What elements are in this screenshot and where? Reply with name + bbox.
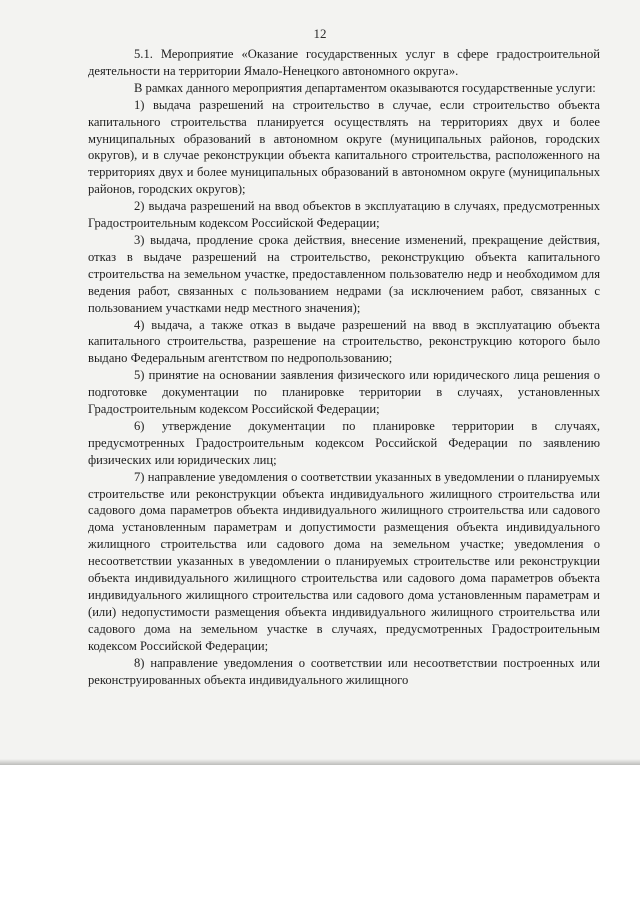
list-item-6: 6) утверждение документации по планировке территории в случаях, предусмотренных Градостроительным кодексом Российской Федерации по заявлению физических или юридических лиц; [88,418,600,467]
page-number: 12 [313,26,327,41]
list-item-5: 5) принятие на основании заявления физического или юридического лица решения о подготовке документации по планировке территории в случаях, установленных Градостроительным кодексом Российской Федерации; [88,368,600,417]
list-item-4: 4) выдача, а также отказ в выдаче разрешений на ввод в эксплуатацию объекта капитального строительства, разрешение на строительство, реконструкцию которого было выдано Федеральным агентством по недропользованию; [88,317,600,366]
intro-paragraph: В рамках данного мероприятия департаментом оказываются государственные услуги: [134,80,596,95]
section-heading-paragraph: 5.1. Мероприятие «Оказание государственных услуг в сфере градостроительной деятельности на территории Ямало-Ненецкого автономного округа». [88,47,600,78]
list-item-8: 8) направление уведомления о соответствии или несоответствии построенных или реконструированных объекта индивидуального жилищного [88,655,600,687]
list-item-3: 3) выдача, продление срока действия, внесение изменений, прекращение действия, отказ в выдаче разрешений на строительство, реконструкцию объекта капитального строительства на земельном участке, предоставленном пользователю недр и необходимом для ведения работ, связанных с пользованием недрами (за исключением работ, связанных с пользованием участками недр местного значения); [88,232,600,315]
list-item-7: 7) направление уведомления о соответствии указанных в уведомлении о планируемых строительстве или реконструкции объекта индивидуального жилищного строительства или садового дома параметров объекта индивидуального жилищного строительства или садового дома установленным параметрам и допустимости размещения объекта индивидуального жилищного строительства или садового дома на земельном участке; уведомления о несоответствии указанных в уведомлении о планируемых строительстве или реконструкции объекта индивидуального жилищного строительства или садового дома параметров объекта индивидуального жилищного строительства или садового дома установленным параметрам и (или) недопустимости размещения объекта индивидуального жилищного строительства или садового дома на земельном участке в случаях, предусмотренных Градостроительным кодексом Российской Федерации; [88,469,600,653]
list-item-2: 2) выдача разрешений на ввод объектов в эксплуатацию в случаях, предусмотренных Градостроительным кодексом Российской Федерации; [88,199,600,231]
document-body [88,46,600,688]
list-item-1: 1) выдача разрешений на строительство в случае, если строительство объекта капитального строительства планируется осуществлять на территориях двух и более муниципальных образований в автономном округе (муниципальных районов, городских округов), и в случае реконструкции объекта капитального строительства, расположенного на территориях двух и более муниципальных образований в автономном округе (муниципальных районов, городских округов); [88,97,600,197]
